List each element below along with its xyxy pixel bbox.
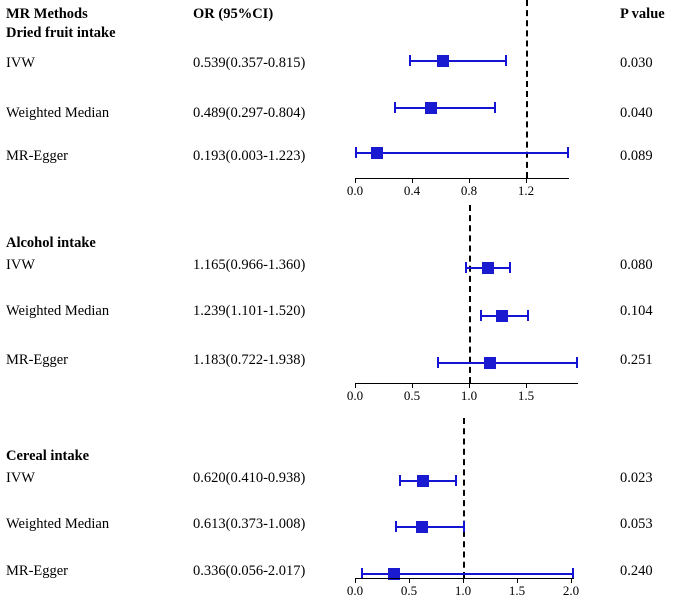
plot-panel-cereal-intake — [340, 418, 595, 604]
plot-panel-dried-fruit-intake — [340, 0, 595, 198]
ci-cap-high-ivw-g2 — [509, 262, 511, 273]
ci-cap-high-weighted-median-g2 — [527, 310, 529, 321]
row-p-ivw-g3: 0.023 — [620, 470, 653, 486]
group-title-dried-fruit-intake: Dried fruit intake — [6, 25, 116, 41]
header-mr-methods: MR Methods — [6, 6, 88, 22]
row-or-mr-egger-g1: 0.193(0.003-1.223) — [193, 148, 306, 164]
row-p-mr-egger-g2: 0.251 — [620, 352, 653, 368]
row-or-weighted-median-g1: 0.489(0.297-0.804) — [193, 105, 306, 121]
row-p-weighted-median-g1: 0.040 — [620, 105, 653, 121]
plot-panel-alcohol-intake — [340, 205, 595, 403]
row-label-weighted-median-g1: Weighted Median — [6, 105, 110, 121]
row-or-mr-egger-g2: 1.183(0.722-1.938) — [193, 352, 306, 368]
ci-cap-high-weighted-median-g1 — [494, 102, 496, 113]
ci-cap-low-ivw-g2 — [465, 262, 467, 273]
row-label-mr-egger-g3: MR-Egger — [6, 563, 69, 579]
group-title-cereal-intake: Cereal intake — [6, 448, 90, 464]
point-estimate-ivw-g3 — [417, 475, 429, 487]
x-ticklabel-g3-1: 0.5 — [400, 583, 418, 598]
row-label-weighted-median-g2: Weighted Median — [6, 303, 110, 319]
null-line-g3 — [463, 418, 465, 578]
x-ticklabel-g2-0: 0.0 — [346, 388, 364, 403]
x-axis-g1 — [355, 178, 569, 179]
row-p-weighted-median-g2: 0.104 — [620, 303, 653, 319]
row-p-ivw-g2: 0.080 — [620, 257, 653, 273]
x-axis-g3 — [355, 578, 574, 579]
ci-cap-low-mr-egger-g2 — [437, 357, 439, 368]
row-p-weighted-median-g3: 0.053 — [620, 516, 653, 532]
x-ticklabel-g2-1: 0.5 — [403, 388, 421, 403]
x-ticklabel-g3-3: 1.5 — [508, 583, 526, 598]
row-label-ivw-g3: IVW — [6, 470, 35, 486]
x-ticklabel-g2-3: 1.5 — [517, 388, 535, 403]
x-ticklabel-g1-2: 0.8 — [460, 183, 478, 198]
point-estimate-ivw-g2 — [482, 262, 494, 274]
point-estimate-ivw-g1 — [437, 55, 449, 67]
point-estimate-weighted-median-g3 — [416, 521, 428, 533]
x-axis-g2 — [355, 383, 578, 384]
row-p-mr-egger-g1: 0.089 — [620, 148, 653, 164]
row-label-ivw-g1: IVW — [6, 55, 35, 71]
row-or-ivw-g2: 1.165(0.966-1.360) — [193, 257, 306, 273]
header-or-ci: OR (95%CI) — [193, 6, 274, 22]
ci-cap-high-weighted-median-g3 — [463, 521, 465, 532]
row-label-weighted-median-g3: Weighted Median — [6, 516, 110, 532]
null-line-g2 — [469, 205, 471, 383]
ci-cap-low-weighted-median-g3 — [395, 521, 397, 532]
ci-cap-high-mr-egger-g1 — [567, 147, 569, 158]
row-or-weighted-median-g2: 1.239(1.101-1.520) — [193, 303, 306, 319]
x-ticklabel-g3-0: 0.0 — [346, 583, 364, 598]
x-ticklabel-g3-2: 1.0 — [454, 583, 472, 598]
row-label-mr-egger-g2: MR-Egger — [6, 352, 69, 368]
ci-cap-high-ivw-g1 — [505, 55, 507, 66]
point-estimate-weighted-median-g2 — [496, 310, 508, 322]
row-or-weighted-median-g3: 0.613(0.373-1.008) — [193, 516, 306, 532]
ci-cap-low-ivw-g1 — [409, 55, 411, 66]
group-title-alcohol-intake: Alcohol intake — [6, 235, 96, 251]
x-ticklabel-g1-1: 0.4 — [403, 183, 421, 198]
header-p-value: P value — [620, 6, 665, 22]
x-ticklabel-g2-2: 1.0 — [460, 388, 478, 403]
ci-line-ivw-g1 — [410, 60, 506, 62]
ci-cap-low-weighted-median-g1 — [394, 102, 396, 113]
point-estimate-mr-egger-g2 — [484, 357, 496, 369]
ci-cap-low-mr-egger-g1 — [355, 147, 357, 158]
row-label-mr-egger-g1: MR-Egger — [6, 148, 69, 164]
ci-cap-high-mr-egger-g2 — [576, 357, 578, 368]
ci-line-weighted-median-g1 — [395, 107, 495, 109]
row-p-mr-egger-g3: 0.240 — [620, 563, 653, 579]
row-or-ivw-g3: 0.620(0.410-0.938) — [193, 470, 306, 486]
point-estimate-weighted-median-g1 — [425, 102, 437, 114]
point-estimate-mr-egger-g1 — [371, 147, 383, 159]
ci-line-mr-egger-g2 — [437, 362, 577, 364]
x-ticklabel-g1-0: 0.0 — [346, 183, 364, 198]
ci-line-weighted-median-g3 — [395, 526, 464, 528]
row-p-ivw-g1: 0.030 — [620, 55, 653, 71]
row-label-ivw-g2: IVW — [6, 257, 35, 273]
ci-cap-low-ivw-g3 — [399, 475, 401, 486]
x-ticklabel-g3-4: 2.0 — [562, 583, 580, 598]
row-or-ivw-g1: 0.539(0.357-0.815) — [193, 55, 306, 71]
ci-line-mr-egger-g1 — [356, 152, 568, 154]
ci-cap-high-ivw-g3 — [455, 475, 457, 486]
ci-cap-low-weighted-median-g2 — [480, 310, 482, 321]
row-or-mr-egger-g3: 0.336(0.056-2.017) — [193, 563, 306, 579]
x-ticklabel-g1-3: 1.2 — [517, 183, 535, 198]
